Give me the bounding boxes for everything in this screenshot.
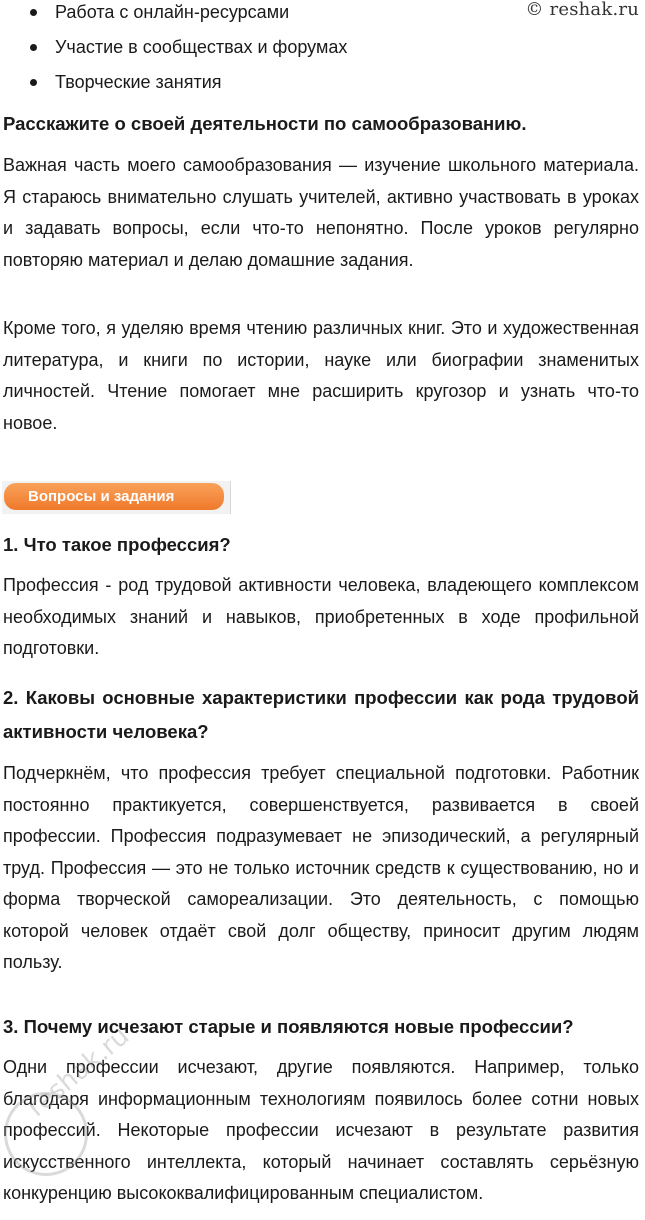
question-1-heading: 1. Что такое профессия? (3, 534, 231, 555)
question-2-heading: 2. Каковы основные характеристики профессии как рода трудовой активности человека? (3, 687, 639, 742)
self-education-heading: Расскажите о своей деятельности по самообразованию. (3, 113, 527, 134)
answer-1: Профессия - род трудовой активности человека, владеющего комплексом необходимых знаний и навыков, приобретенных в ходе профильной подготовки. (3, 575, 639, 658)
tasks-badge-label: Вопросы и задания (4, 483, 224, 510)
answer-2: Подчеркнём, что профессия требует специальной подготовки. Работник постоянно практикуется, совершенствуется, развивается в своей профессии. Профессия подразумевает не эпизодический, а регулярный труд. Профессия — это не только источник средств к существованию, но и форма творческой самореализации. Это деятельность, с помощью которой человек отдаёт свой долг обществу, приносит другим людям пользу. (3, 763, 639, 972)
list-item: Творческие занятия (0, 70, 520, 105)
list-item: Работа с онлайн-ресурсами (0, 0, 520, 35)
answer-3: Одни профессии исчезают, другие появляются. Например, только благодаря информационным технологиям появилось более сотни новых профессий. Некоторые профессии исчезают в результате развития искусственного интеллекта, который начинает составлять серьёзную конкуренцию высококвалифицированным специалистом. (3, 1057, 639, 1203)
bullet-list (0, 0, 520, 105)
list-item: Участие в сообществах и форумах (0, 35, 520, 70)
paragraph-school-study: Важная часть моего самообразования — изучение школьного материала. Я стараюсь внимательно слушать учителей, активно участвовать в уроках и задавать вопросы, если что-то непонятно. После уроков регулярно повторяю материал и делаю домашние задания. (3, 155, 639, 270)
tasks-badge (2, 481, 231, 514)
watermark: © reshak.ru (525, 0, 639, 20)
watermark-circle-text: reshak.ru (22, 1021, 136, 1123)
question-3-heading: 3. Почему исчезают старые и появляются новые профессии? (3, 1016, 574, 1037)
paragraph-reading: Кроме того, я уделяю время чтению различных книг. Это и художественная литература, и книги по истории, науке или биографии знаменитых личностей. Чтение помогает мне расширить кругозор и узнать что-то новое. (3, 318, 639, 433)
